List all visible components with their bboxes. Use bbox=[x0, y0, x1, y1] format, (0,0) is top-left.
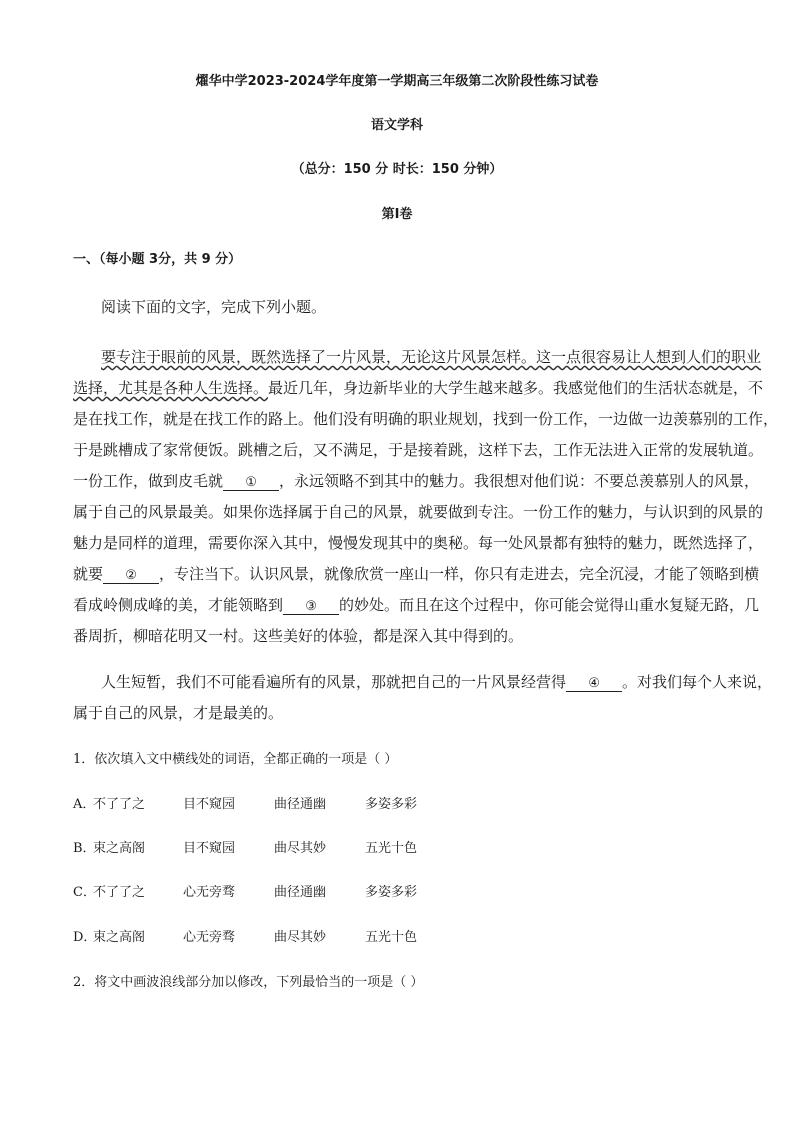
option-item: 五光十色 bbox=[365, 930, 418, 945]
option-item: 目不窥园 bbox=[183, 797, 236, 812]
fill-blank-2: ② bbox=[103, 569, 159, 584]
exam-title: 燿华中学2023-2024学年度第一学期高三年级第二次阶段性练习试卷 bbox=[195, 74, 599, 89]
passage-line bbox=[73, 377, 763, 398]
volume-title: 第Ⅰ卷 bbox=[381, 207, 413, 222]
subject-title: 语文学科 bbox=[370, 118, 423, 133]
option-item: 多姿多彩 bbox=[365, 797, 418, 812]
question-2-stem: 2．将文中画波浪线部分加以修改，下列最恰当的一项是（ ） bbox=[73, 975, 424, 990]
option-label: A． bbox=[73, 797, 96, 812]
passage-text: 的妙处。而且在这个过程中，你可能会觉得山重水复疑无路，几 bbox=[339, 596, 760, 614]
passage-line: 魅力是同样的道理，需要你深入其中，慢慢发现其中的奥秘。每一处风景都有独特的魅力，既然选择了， bbox=[73, 534, 764, 552]
passage-text: ，永远领略不到其中的魅力。我很想对他们说：不要总羡慕别人的风景， bbox=[279, 472, 760, 490]
passage-text: 最近几年，身边新毕业的大学生越来越多。我感觉他们的生活状态就是，不 bbox=[268, 379, 764, 397]
option-label: D． bbox=[73, 930, 97, 945]
passage-line bbox=[73, 594, 759, 615]
passage-line bbox=[73, 470, 759, 491]
option-label: C． bbox=[73, 885, 96, 900]
passage-text: ，专注当下。认识风景，就像欣赏一座山一样，你只有走进去，完全沉浸，才能了领略到横 bbox=[159, 565, 760, 583]
passage-text: 。对我们每个人来说， bbox=[622, 673, 773, 691]
passage-line: 属于自己的风景最美。如果你选择属于自己的风景，就要做到专注。一份工作的魅力，与认识到的风景的 bbox=[73, 503, 764, 521]
option-item: 曲径通幽 bbox=[274, 885, 327, 900]
reading-instruction: 阅读下面的文字，完成下列小题。 bbox=[101, 298, 327, 316]
option-item: 不了了之 bbox=[93, 797, 146, 812]
fill-blank-3: ③ bbox=[283, 600, 339, 615]
passage-text: 看成岭侧成峰的美，才能领略到 bbox=[73, 596, 284, 614]
option-item: 束之高阁 bbox=[93, 930, 146, 945]
option-label: B． bbox=[73, 841, 96, 856]
option-item: 目不窥园 bbox=[183, 841, 236, 856]
passage-line: 属于自己的风景，才是最美的。 bbox=[73, 704, 284, 722]
fill-blank-4: ④ bbox=[566, 677, 622, 692]
option-item: 曲尽其妙 bbox=[274, 930, 327, 945]
question-1-stem: 1．依次填入文中横线处的词语，全都正确的一项是（ ） bbox=[73, 752, 398, 767]
fill-blank-1: ① bbox=[223, 476, 279, 491]
passage-text: 就要 bbox=[73, 565, 104, 583]
option-item: 多姿多彩 bbox=[365, 885, 418, 900]
passage-text: 一份工作，做到皮毛就 bbox=[73, 472, 224, 490]
option-item: 曲尽其妙 bbox=[274, 841, 327, 856]
option-item: 束之高阁 bbox=[93, 841, 146, 856]
passage-line: 于是跳槽成了家常便饭。跳槽之后，又不满足，于是接着跳，这样下去，工作无法进入正常的发展轨道。 bbox=[73, 441, 764, 459]
section-heading: 一、（每小题 3分，共 9 分） bbox=[73, 252, 242, 267]
passage-line: 是在找工作，就是在找工作的路上。他们没有明确的职业规划，找到一份工作，一边做一边羡慕别的工作， bbox=[73, 410, 779, 428]
passage-text: 人生短暂，我们不可能看遍所有的风景，那就把自己的一片风景经营得 bbox=[101, 673, 567, 691]
passage-line bbox=[101, 671, 772, 692]
passage-line bbox=[101, 346, 761, 367]
option-item: 心无旁骛 bbox=[183, 885, 236, 900]
option-item: 不了了之 bbox=[93, 885, 146, 900]
wavy-underlined-text: 选择，尤其是各种人生选择。 bbox=[73, 379, 269, 397]
wavy-underlined-text: 要专注于眼前的风景，既然选择了一片风景，无论这片风景怎样。这一点很容易让人想到人们的职业 bbox=[101, 348, 762, 366]
option-item: 五光十色 bbox=[365, 841, 418, 856]
passage-line bbox=[73, 563, 759, 584]
passage-line: 番周折，柳暗花明又一村。这些美好的体验，都是深入其中得到的。 bbox=[73, 627, 524, 645]
option-item: 曲径通幽 bbox=[274, 797, 327, 812]
option-item: 心无旁骛 bbox=[183, 930, 236, 945]
score-time-info: （总分：150 分 时长：150 分钟） bbox=[291, 162, 503, 177]
